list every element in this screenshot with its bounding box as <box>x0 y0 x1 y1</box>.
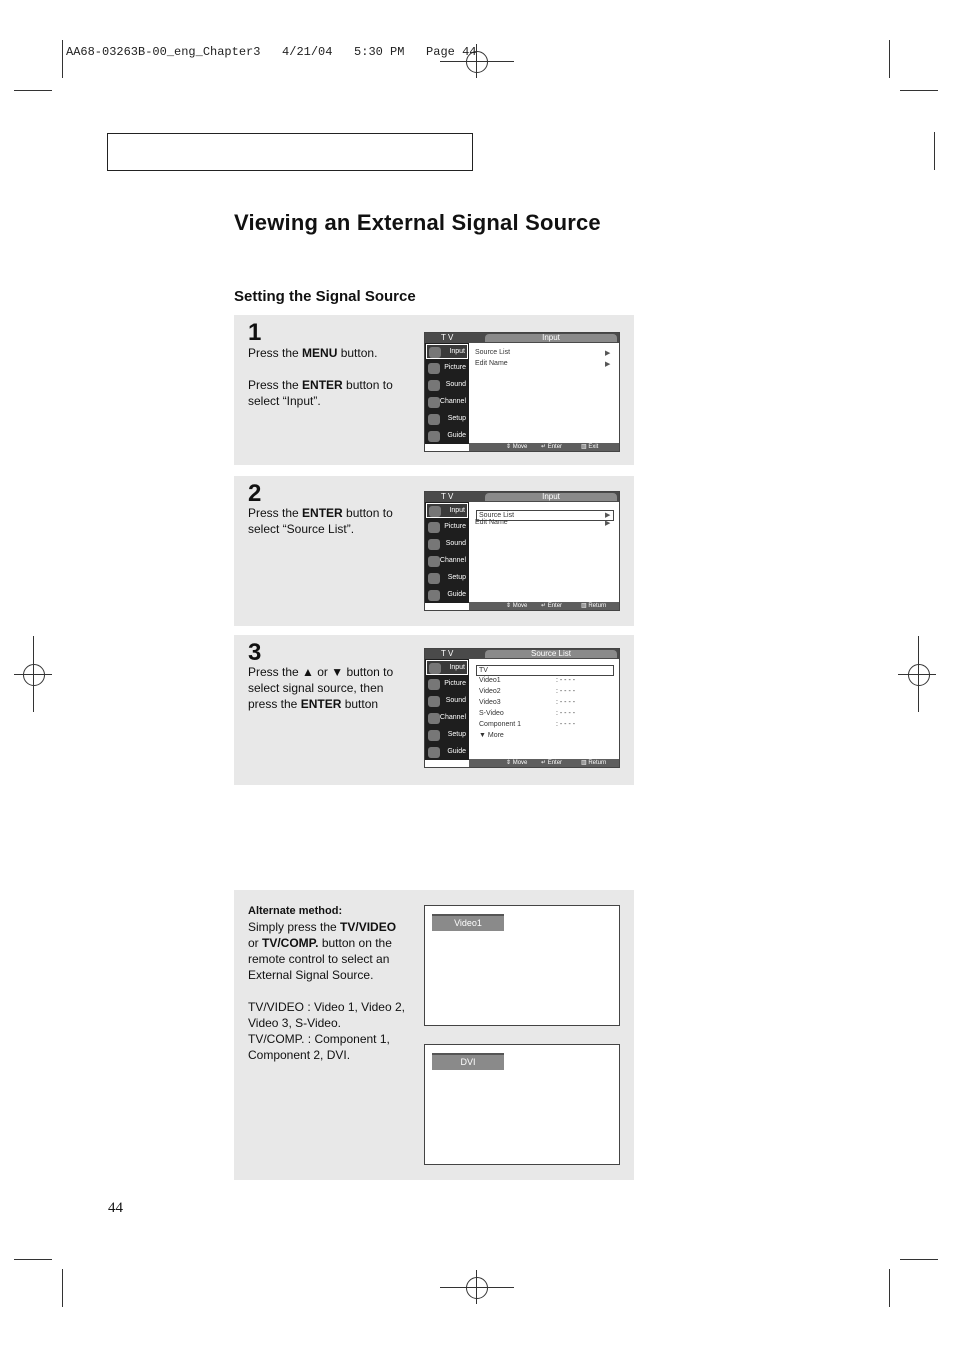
osd-preview-video1 <box>424 905 620 1026</box>
sound-icon <box>428 380 440 391</box>
source-name: ▼ More <box>479 732 504 739</box>
instruction-text: TV/COMP. : Component 1, <box>248 1032 390 1046</box>
button-name: TV/COMP. <box>262 936 319 950</box>
arrow-right-icon: ▶ <box>605 512 611 519</box>
screen-header-bar <box>425 333 619 343</box>
instruction-text: External Signal Source. <box>248 968 374 982</box>
sidebar-item-label: Sound <box>445 540 466 547</box>
osd-source-tab <box>432 1053 504 1070</box>
instruction-text: press the <box>248 697 301 711</box>
sidebar-item-sound[interactable] <box>426 378 468 393</box>
move-label: Move <box>512 760 528 766</box>
tv-label: T V <box>441 333 454 342</box>
sidebar-item-input[interactable] <box>426 503 468 518</box>
sidebar-item-guide[interactable] <box>426 745 468 760</box>
sidebar-item-input[interactable] <box>426 344 468 359</box>
menu-title-bar <box>485 650 617 658</box>
exit-hint: ▥ Return <box>581 760 607 766</box>
sidebar-item-picture[interactable] <box>426 361 468 376</box>
menu-item[interactable] <box>475 360 611 368</box>
instruction-text: select “Input”. <box>248 394 321 408</box>
section-subtitle: Setting the Signal Source <box>234 288 416 305</box>
move-label: Move <box>512 444 528 450</box>
screen-footer-bar <box>469 443 619 451</box>
setup-icon <box>428 573 440 584</box>
sidebar-item-label: Sound <box>445 697 466 704</box>
instruction-text: Press the <box>248 346 303 360</box>
sidebar-item-label: Input <box>449 348 465 355</box>
button-name: ENTER <box>302 506 343 520</box>
exit-hint: ▥ Exit <box>581 444 599 450</box>
setup-icon <box>428 730 440 741</box>
menu-item-label: Source List <box>479 512 515 519</box>
instruction-text: Simply press the <box>248 920 341 934</box>
enter-label: Enter <box>547 603 563 609</box>
exit-label: Exit <box>588 444 599 450</box>
sidebar-item-label: Setup <box>447 731 466 738</box>
sidebar-item-guide[interactable] <box>426 429 468 444</box>
instruction-line <box>248 919 405 935</box>
alternate-method-text <box>248 902 405 1063</box>
step-number: 3 <box>248 639 262 666</box>
menu-item-label: Edit Name <box>475 519 508 526</box>
menu-title: Source List <box>530 649 572 658</box>
picture-icon <box>428 363 440 374</box>
source-list-item[interactable] <box>479 721 521 728</box>
enter-label: Enter <box>547 444 563 450</box>
menu-sidebar <box>425 659 469 760</box>
alternate-method-panel <box>234 890 634 1180</box>
input-icon <box>429 506 441 517</box>
screen-footer-bar <box>469 602 619 610</box>
instruction-text: TV/VIDEO : Video 1, Video 2, <box>248 1000 405 1014</box>
sidebar-item-picture[interactable] <box>426 520 468 535</box>
sidebar-item-label: Setup <box>447 415 466 422</box>
sidebar-item-label: Picture <box>444 364 466 371</box>
source-list-item[interactable] <box>479 710 504 717</box>
sidebar-item-guide[interactable] <box>426 588 468 603</box>
menu-item[interactable] <box>475 349 611 357</box>
arrow-right-icon: ▶ <box>605 520 611 527</box>
source-value: : - - - - <box>556 699 576 706</box>
instruction-line <box>248 696 393 712</box>
instruction-text: Press the <box>248 506 303 520</box>
instruction-text: Component 2, DVI. <box>248 1048 351 1062</box>
step-instructions <box>248 345 393 409</box>
instruction-line <box>248 680 393 696</box>
osd-source-tab <box>432 914 504 931</box>
instruction-line <box>248 951 405 967</box>
print-slug-line: AA68-03263B-00_eng_Chapter3 4/21/04 5:30 PM Page 44 <box>66 45 477 59</box>
exit-label: Return <box>588 603 607 609</box>
sidebar-item-label: Channel <box>439 398 466 405</box>
exit-hint: ▥ Return <box>581 603 607 609</box>
sidebar-item-label: Channel <box>439 557 466 564</box>
sidebar-item-channel[interactable] <box>426 711 468 726</box>
source-name: Video1 <box>479 677 501 684</box>
move-hint: ⇕ Move <box>506 760 528 766</box>
instruction-line <box>248 393 393 409</box>
step-number: 1 <box>248 319 262 346</box>
osd-preview-dvi <box>424 1044 620 1165</box>
source-list-item[interactable] <box>476 665 614 676</box>
sidebar-item-label: Picture <box>444 523 466 530</box>
sidebar-item-label: Setup <box>447 574 466 581</box>
sidebar-item-sound[interactable] <box>426 694 468 709</box>
chapter-header-box <box>107 133 473 171</box>
enter-label: Enter <box>547 760 563 766</box>
menu-title: Input <box>542 492 560 501</box>
menu-item-label: Source List <box>475 349 511 356</box>
step-instructions <box>248 505 393 537</box>
instruction-line <box>248 361 393 377</box>
instruction-line <box>248 664 393 680</box>
input-icon <box>429 663 441 674</box>
instruction-line <box>248 999 405 1015</box>
source-list-item[interactable] <box>479 677 501 684</box>
sound-icon <box>428 696 440 707</box>
source-value: : - - - - <box>556 721 576 728</box>
channel-icon <box>428 397 440 408</box>
instruction-text: button <box>341 697 379 711</box>
guide-icon <box>428 747 440 758</box>
alternate-method-heading: Alternate method: <box>248 905 343 917</box>
sidebar-item-label: Picture <box>444 680 466 687</box>
tv-menu-screen <box>424 491 620 611</box>
instruction-text: button to <box>342 506 393 520</box>
sidebar-item-input[interactable] <box>426 660 468 675</box>
sidebar-item-label: Guide <box>447 748 466 755</box>
screen-footer-bar <box>469 759 619 767</box>
instruction-line <box>248 345 393 361</box>
instruction-line <box>248 1031 405 1047</box>
sidebar-item-picture[interactable] <box>426 677 468 692</box>
tv-menu-screen <box>424 648 620 768</box>
instruction-text: Video 3, S-Video. <box>248 1016 341 1030</box>
instruction-line <box>248 935 405 951</box>
sidebar-item-label: Channel <box>439 714 466 721</box>
alternate-method-body <box>248 919 405 1063</box>
source-value: : - - - - <box>556 688 576 695</box>
instruction-text: Press the ▲ or ▼ button to <box>248 665 394 679</box>
sidebar-item-setup[interactable] <box>426 412 468 427</box>
exit-label: Return <box>588 760 607 766</box>
setup-icon <box>428 414 440 425</box>
instruction-line <box>248 377 393 393</box>
step-panel-1 <box>234 315 634 465</box>
sidebar-item-channel[interactable] <box>426 395 468 410</box>
button-name: ENTER <box>302 378 343 392</box>
tv-label: T V <box>441 649 454 658</box>
sidebar-item-label: Sound <box>445 381 466 388</box>
button-name: MENU <box>302 346 338 360</box>
instruction-line <box>248 1015 405 1031</box>
sidebar-item-label: Input <box>449 664 465 671</box>
button-name: ENTER <box>300 697 342 711</box>
picture-icon <box>428 522 440 533</box>
menu-item[interactable] <box>475 519 611 527</box>
screen-header-bar <box>425 492 619 502</box>
sidebar-item-sound[interactable] <box>426 537 468 552</box>
enter-hint: ↵ Enter <box>541 444 563 450</box>
source-name: TV <box>479 667 488 674</box>
picture-icon <box>428 679 440 690</box>
instruction-text: Press the <box>248 378 303 392</box>
step-instructions <box>248 664 393 712</box>
menu-title-bar <box>485 493 617 501</box>
channel-icon <box>428 556 440 567</box>
sidebar-item-label: Input <box>449 507 465 514</box>
enter-hint: ↵ Enter <box>541 760 563 766</box>
instruction-line <box>248 1047 405 1063</box>
move-hint: ⇕ Move <box>506 444 528 450</box>
guide-icon <box>428 590 440 601</box>
input-icon <box>429 347 441 358</box>
sidebar-item-setup[interactable] <box>426 571 468 586</box>
menu-item-label: Edit Name <box>475 360 508 367</box>
move-label: Move <box>512 603 528 609</box>
source-list-item[interactable] <box>479 699 501 706</box>
button-name: TV/VIDEO <box>340 920 397 934</box>
osd-source-label: DVI <box>460 1057 476 1067</box>
instruction-line <box>248 521 393 537</box>
tv-label: T V <box>441 492 454 501</box>
menu-sidebar <box>425 343 469 444</box>
menu-title: Input <box>542 333 560 342</box>
instruction-line <box>248 505 393 521</box>
page-title: Viewing an External Signal Source <box>234 210 601 235</box>
source-name: Video3 <box>479 699 501 706</box>
menu-title-bar <box>485 334 617 342</box>
source-list-item[interactable] <box>479 688 501 695</box>
menu-sidebar <box>425 502 469 603</box>
source-name: Video2 <box>479 688 501 695</box>
sidebar-item-label: Guide <box>447 432 466 439</box>
tv-menu-screen <box>424 332 620 452</box>
sound-icon <box>428 539 440 550</box>
instruction-text: remote control to select an <box>248 952 390 966</box>
source-name: Component 1 <box>479 721 522 728</box>
instruction-text: select signal source, then <box>248 681 384 695</box>
screen-header-bar <box>425 649 619 659</box>
arrow-right-icon: ▶ <box>605 350 611 357</box>
source-value: : - - - - <box>556 710 576 717</box>
enter-hint: ↵ Enter <box>541 603 563 609</box>
step-number: 2 <box>248 480 262 507</box>
sidebar-item-setup[interactable] <box>426 728 468 743</box>
instruction-text: or <box>248 936 263 950</box>
move-hint: ⇕ Move <box>506 603 528 609</box>
step-panel-2 <box>234 476 634 626</box>
instruction-text: button to <box>342 378 393 392</box>
page-number: 44 <box>108 1200 123 1216</box>
instruction-line <box>248 983 405 999</box>
instruction-line <box>248 967 405 983</box>
source-name: S-Video <box>479 710 504 717</box>
instruction-text: button on the <box>318 936 392 950</box>
channel-icon <box>428 713 440 724</box>
osd-source-label: Video1 <box>454 918 482 928</box>
guide-icon <box>428 431 440 442</box>
sidebar-item-channel[interactable] <box>426 554 468 569</box>
step-panel-3 <box>234 635 634 785</box>
instruction-text: select “Source List”. <box>248 522 355 536</box>
instruction-text: button. <box>337 346 378 360</box>
source-list-item[interactable] <box>479 732 504 739</box>
sidebar-item-label: Guide <box>447 591 466 598</box>
source-value: : - - - - <box>556 677 576 684</box>
arrow-right-icon: ▶ <box>605 361 611 368</box>
